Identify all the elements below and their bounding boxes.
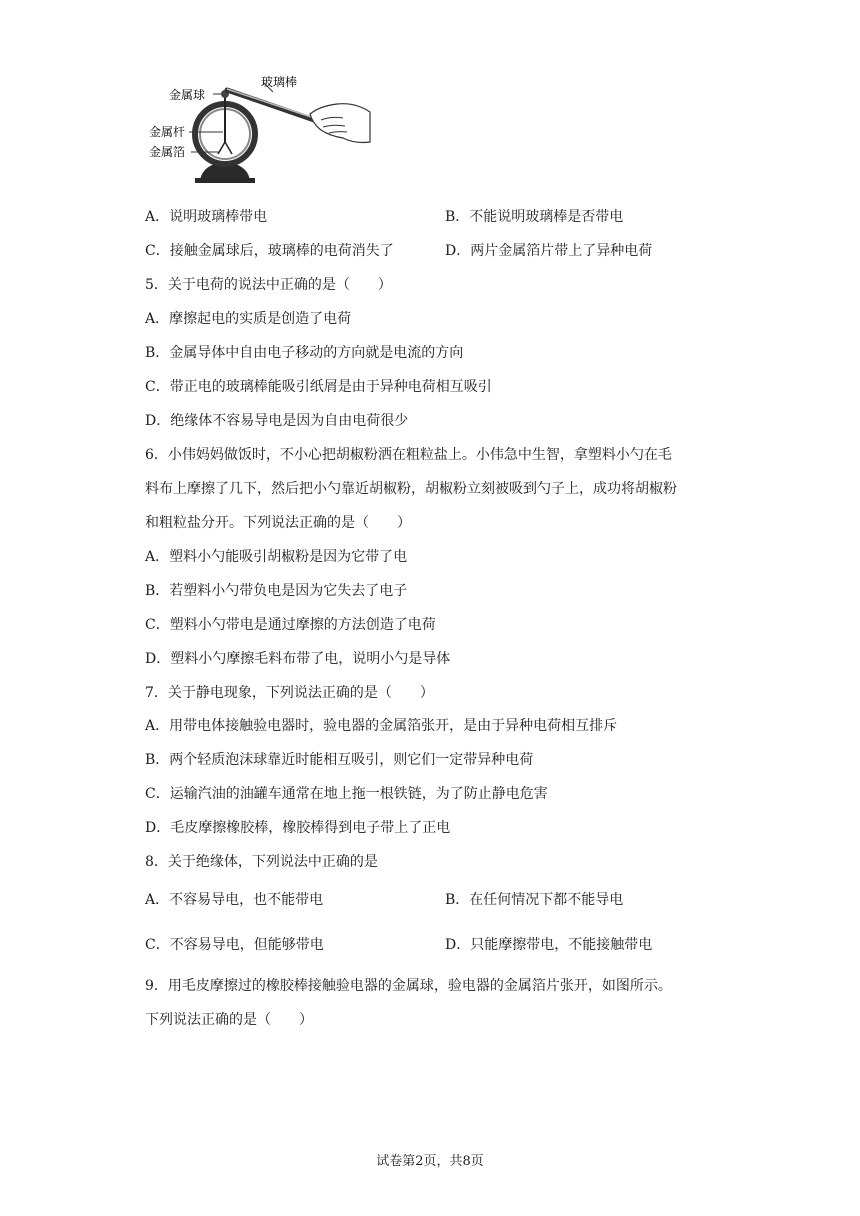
q6-stem-line3: 和粗粒盐分开。下列说法正确的是（ ） (145, 515, 411, 531)
q8-option-d: D．只能摩擦带电，不能接触带电 (445, 937, 653, 953)
q9-stem-line2: 下列说法正确的是（ ） (145, 1012, 313, 1028)
q4-option-c: C．接触金属球后，玻璃棒的电荷消失了 (145, 243, 394, 259)
q6-option-d: D．塑料小勺摩擦毛料布带了电，说明小勺是导体 (145, 651, 451, 667)
label-glass-rod: 玻璃棒 (261, 75, 298, 89)
q7-option-a: A．用带电体接触验电器时，验电器的金属箔张开，是由于异种电荷相互排斥 (145, 718, 618, 734)
electroscope-figure (145, 72, 375, 198)
q6-option-b: B．若塑料小勺带负电是因为它失去了电子 (145, 583, 408, 599)
q4-option-b: B．不能说明玻璃棒是否带电 (445, 209, 624, 225)
q7-option-b: B．两个轻质泡沫球靠近时能相互吸引，则它们一定带异种电荷 (145, 752, 534, 768)
electroscope-illustration (145, 72, 375, 198)
q5-stem: 5．关于电荷的说法中正确的是（ ） (145, 277, 392, 293)
q7-option-c: C．运输汽油的油罐车通常在地上拖一根铁链，为了防止静电危害 (145, 786, 548, 802)
q4-option-a: A．说明玻璃棒带电 (145, 209, 268, 225)
q7-stem: 7．关于静电现象，下列说法正确的是（ ） (145, 685, 434, 701)
q5-option-a: A．摩擦起电的实质是创造了电荷 (145, 311, 352, 327)
q9-stem-line1: 9．用毛皮摩擦过的橡胶棒接触验电器的金属球，验电器的金属箔片张开，如图所示。 (145, 978, 672, 994)
q8-option-c: C．不容易导电，但能够带电 (145, 937, 324, 953)
q5-option-d: D．绝缘体不容易导电是因为自由电荷很少 (145, 413, 409, 429)
q8-option-b: B．在任何情况下都不能导电 (445, 892, 624, 908)
q4-option-d: D．两片金属箔片带上了异种电荷 (445, 243, 653, 259)
label-metal-ball: 金属球 (169, 88, 206, 102)
q6-stem-line1: 6．小伟妈妈做饭时，不小心把胡椒粉洒在粗粒盐上。小伟急中生智，拿塑料小勺在毛 (145, 447, 672, 463)
q8-option-a: A．不容易导电，也不能带电 (145, 892, 324, 908)
label-metal-stem: 金属杆 (149, 125, 186, 139)
label-metal-foil: 金属箔 (149, 145, 186, 159)
q8-stem: 8．关于绝缘体，下列说法中正确的是 (145, 854, 378, 870)
q5-option-b: B．金属导体中自由电子移动的方向就是电流的方向 (145, 345, 464, 361)
q6-stem-line2: 料布上摩擦了几下，然后把小勺靠近胡椒粉，胡椒粉立刻被吸到勺子上，成功将胡椒粉 (145, 481, 677, 497)
q7-option-d: D．毛皮摩擦橡胶棒，橡胶棒得到电子带上了正电 (145, 820, 451, 836)
q6-option-c: C．塑料小勺带电是通过摩擦的方法创造了电荷 (145, 617, 436, 633)
q5-option-c: C．带正电的玻璃棒能吸引纸屑是由于异种电荷相互吸引 (145, 379, 492, 395)
q6-option-a: A．塑料小勺能吸引胡椒粉是因为它带了电 (145, 549, 408, 565)
page-footer: 试卷第2页，共8页 (376, 1154, 484, 1169)
